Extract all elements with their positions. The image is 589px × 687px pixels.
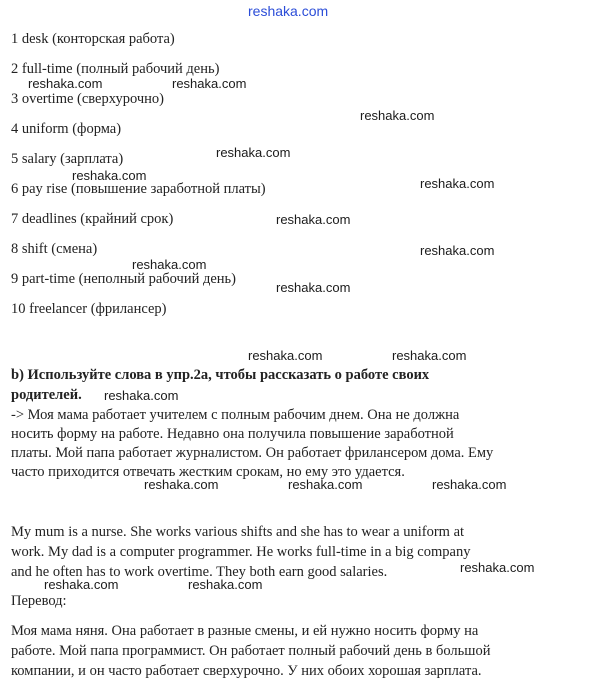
- paragraph-line: and he often has to work overtime. They both earn good salaries.: [11, 564, 388, 580]
- watermark: reshaka.com: [72, 168, 147, 183]
- vocab-item: 1 desk (конторская работа): [11, 31, 175, 47]
- paragraph-line: часто приходится отвечать жестким срокам, но ему это удается.: [11, 464, 405, 480]
- vocab-item: 9 part-time (неполный рабочий день): [11, 271, 236, 287]
- vocab-item: 4 uniform (форма): [11, 121, 122, 137]
- watermark: reshaka.com: [432, 477, 507, 492]
- watermark: reshaka.com: [288, 477, 363, 492]
- task-heading-line: b) Используйте слова в упр.2а, чтобы рассказать о работе своих: [11, 367, 430, 383]
- vocab-item: 6 pay rise (повышение заработной платы): [11, 181, 266, 197]
- header-watermark[interactable]: reshaka.com: [248, 3, 329, 19]
- watermark: reshaka.com: [460, 560, 535, 575]
- watermark: reshaka.com: [172, 76, 247, 91]
- watermark: reshaka.com: [392, 348, 467, 363]
- paragraph-line: My mum is a nurse. She works various shifts and she has to wear a uniform at: [11, 524, 465, 540]
- watermark: reshaka.com: [132, 257, 207, 272]
- task-heading-line: родителей.: [11, 387, 82, 403]
- paragraph-line: -> Моя мама работает учителем с полным рабочим днем. Она не должна: [11, 407, 460, 423]
- watermark: reshaka.com: [276, 212, 351, 227]
- paragraph-line: носить форму на работе. Недавно она получила повышение заработной: [11, 426, 454, 442]
- watermark: reshaka.com: [144, 477, 219, 492]
- watermark: reshaka.com: [28, 76, 103, 91]
- paragraph-line: Моя мама няня. Она работает в разные смены, и ей нужно носить форму на: [11, 623, 479, 639]
- translation-label: Перевод:: [11, 593, 67, 609]
- paragraph-line: работе. Мой папа программист. Он работает полный рабочий день в большой: [11, 643, 491, 659]
- watermark: reshaka.com: [188, 577, 263, 592]
- vocab-item: 5 salary (зарплата): [11, 151, 124, 167]
- watermark: reshaka.com: [276, 280, 351, 295]
- paragraph-line: платы. Мой папа работает журналистом. Он работает фрилансером дома. Ему: [11, 445, 494, 461]
- vocab-item: 10 freelancer (фрилансер): [11, 301, 167, 317]
- watermark: reshaka.com: [420, 176, 495, 191]
- paragraph-line: work. My dad is a computer programmer. He works full-time in a big company: [11, 544, 471, 560]
- vocab-item: 2 full-time (полный рабочий день): [11, 61, 220, 77]
- watermark: reshaka.com: [104, 388, 179, 403]
- watermark: reshaka.com: [216, 145, 291, 160]
- paragraph-line: компании, и он часто работает сверхурочно. У них обоих хорошая зарплата.: [11, 663, 482, 679]
- watermark: reshaka.com: [360, 108, 435, 123]
- vocab-item: 7 deadlines (крайний срок): [11, 211, 174, 227]
- vocab-item: 3 overtime (сверхурочно): [11, 91, 164, 107]
- vocab-item: 8 shift (смена): [11, 241, 98, 257]
- watermark: reshaka.com: [248, 348, 323, 363]
- watermark: reshaka.com: [44, 577, 119, 592]
- watermark: reshaka.com: [420, 243, 495, 258]
